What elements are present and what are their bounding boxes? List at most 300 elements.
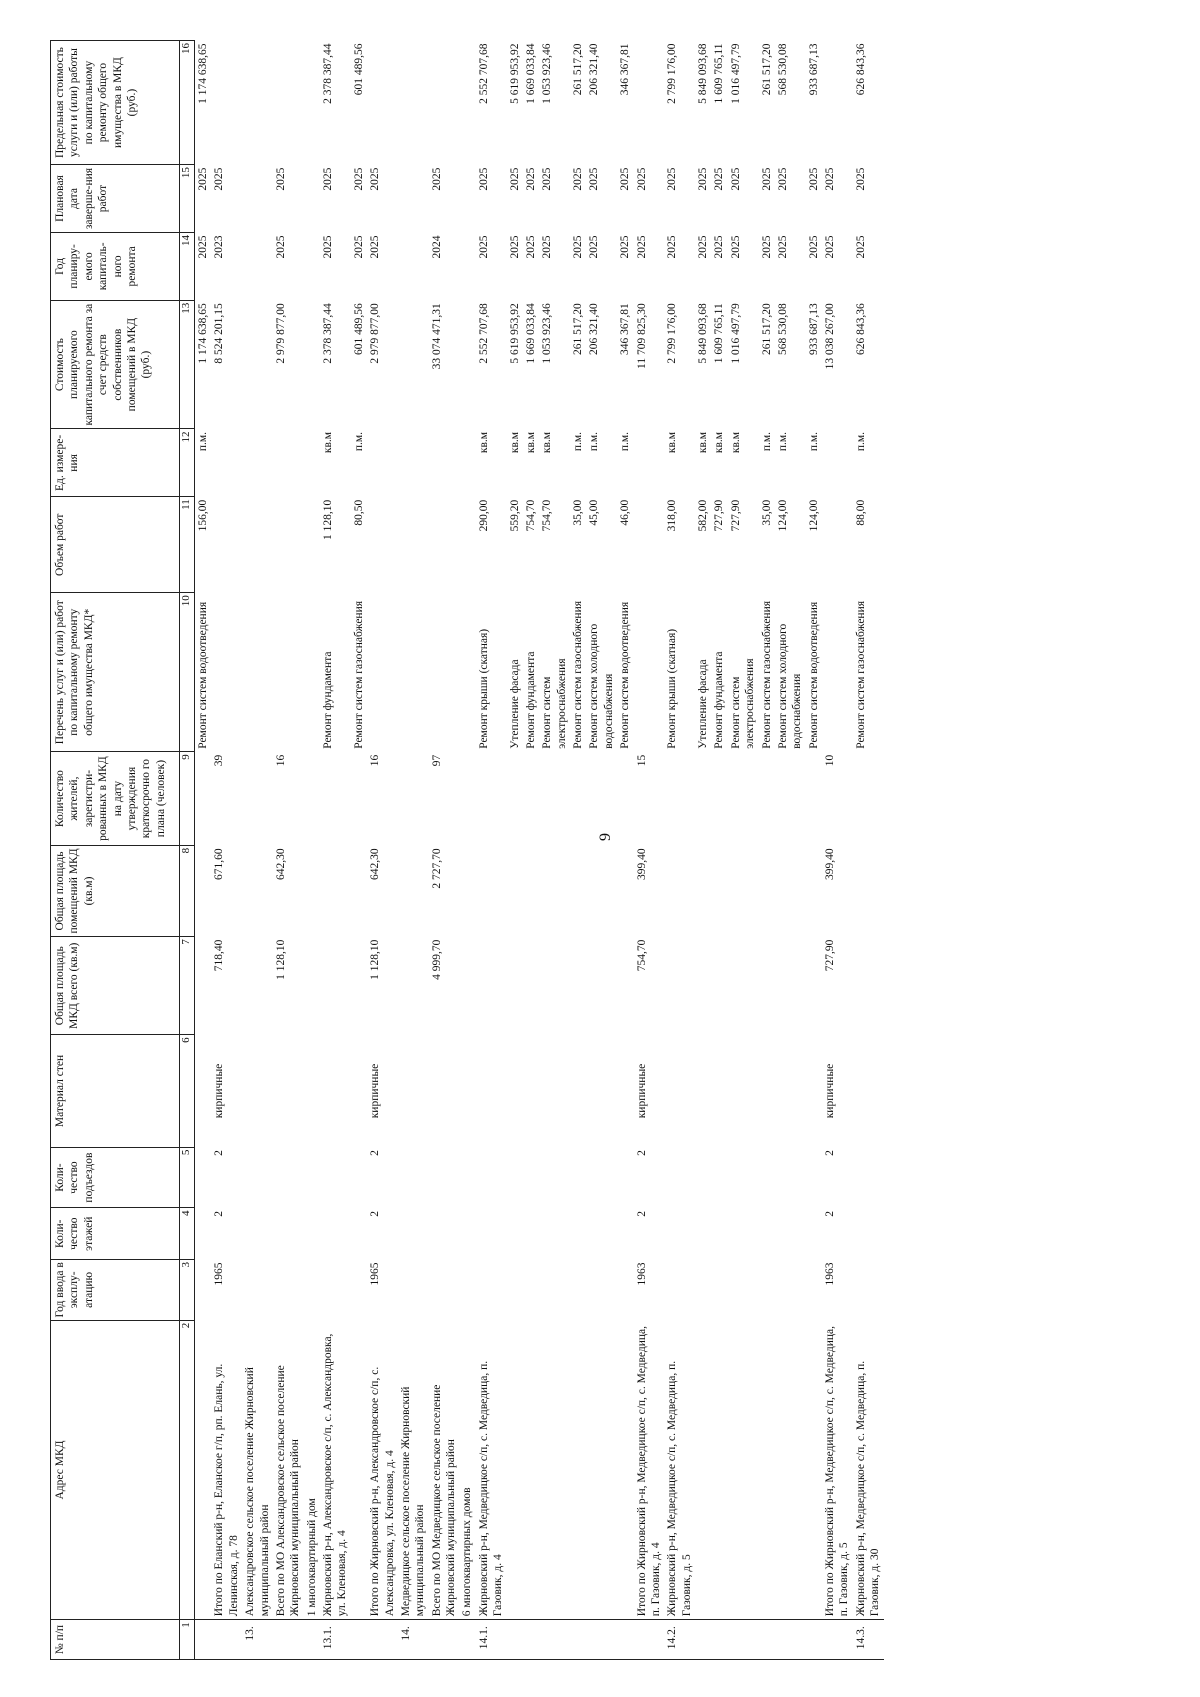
table-cell-c3	[195, 1259, 212, 1320]
table-cell-c7	[507, 937, 523, 1035]
table-cell-c9	[507, 752, 523, 846]
table-cell-c14: 2025	[713, 235, 726, 259]
table-cell-c7	[523, 937, 539, 1035]
table-cell-c16	[398, 41, 429, 165]
table-cell-c15	[304, 165, 320, 233]
table-cell-c7	[664, 937, 695, 1035]
table-row	[586, 41, 617, 1660]
rotated-table-sheet	[50, 40, 1160, 1660]
table-cell-c13	[242, 300, 273, 429]
table-cell-c10: Ремонт систем водоотведения	[619, 601, 632, 749]
table-cell-c7	[539, 937, 570, 1035]
table-cell-c1	[507, 1620, 523, 1660]
table-cell-c9	[570, 752, 586, 846]
table-cell-c9	[775, 752, 806, 846]
table-cell-c11: 124,00	[776, 499, 789, 532]
table-cell-c3	[429, 1259, 460, 1320]
table-cell-c5	[711, 1147, 727, 1208]
table-cell-c14: 2025	[807, 235, 820, 259]
table-cell-c4: 2	[213, 1210, 226, 1217]
table-cell-c16	[367, 41, 398, 165]
table-cell-c6	[523, 1035, 539, 1147]
table-cell-c14: 2025	[635, 235, 648, 259]
table-cell-c14: 2025	[760, 235, 773, 259]
table-cell-c15: 2025	[524, 167, 537, 191]
column-number: 4	[180, 1208, 195, 1259]
table-cell-c2	[570, 1320, 586, 1619]
table-cell-c11: 290,00	[477, 499, 490, 532]
table-cell-c6	[351, 1035, 367, 1147]
table-cell-c2: Итого по Жирновский р-н, Медведицкое с/п, с. Медведица, п. Газовик, д. 5	[822, 1320, 853, 1619]
table-cell-c13: 8 524 201,15	[213, 303, 226, 364]
table-cell-c6	[586, 1035, 617, 1147]
table-cell-c15: 2025	[572, 167, 584, 191]
table-cell-c1	[728, 1620, 759, 1660]
table-cell-c2: 6 многоквартирных домов	[459, 1320, 475, 1619]
table-cell-c5	[695, 1147, 711, 1208]
table-row	[195, 41, 212, 1660]
table-cell-c13: 2 979 877,00	[274, 303, 287, 364]
table-cell-c15: 2025	[635, 167, 648, 191]
table-cell-c2	[806, 1320, 822, 1619]
column-header: Общая площадь помещений МКД (кв.м)	[51, 845, 180, 936]
table-cell-c9	[853, 752, 884, 846]
table-row	[806, 41, 822, 1660]
table-cell-c10: Ремонт систем холодного водоснабжения	[776, 623, 804, 749]
table-cell-c10	[273, 593, 304, 752]
table-cell-c11: 88,00	[854, 499, 867, 526]
table-cell-c14: 2025	[369, 235, 382, 259]
table-cell-c1: 13.1.	[320, 1620, 351, 1660]
table-cell-c14: 2023	[213, 235, 226, 259]
table-cell-c8	[853, 845, 884, 936]
table-cell-c12: кв.м	[322, 431, 334, 454]
table-cell-c14: 2025	[619, 235, 632, 259]
table-cell-c16: 261 517,20	[572, 43, 584, 96]
table-cell-c13: 261 517,20	[572, 303, 584, 356]
table-cell-c5	[728, 1147, 759, 1208]
table-cell-c7	[617, 937, 633, 1035]
table-cell-c12	[398, 429, 429, 497]
table-cell-c12: кв.м	[508, 431, 521, 454]
table-cell-c7	[695, 937, 711, 1035]
table-cell-c16	[211, 41, 242, 165]
table-cell-c9: 97	[430, 754, 443, 767]
table-cell-c6	[695, 1035, 711, 1147]
table-cell-c8	[459, 845, 475, 936]
table-cell-c11	[367, 497, 398, 593]
table-cell-c6	[195, 1035, 212, 1147]
table-cell-c13: 346 367,81	[619, 303, 632, 356]
table-cell-c16	[429, 41, 460, 165]
table-cell-c10: Утепление фасада	[508, 659, 521, 749]
table-cell-c4	[711, 1208, 727, 1259]
table-cell-c4	[242, 1208, 273, 1259]
table-cell-c3	[539, 1259, 570, 1320]
table-cell-c14: 2025	[541, 235, 554, 259]
table-cell-c15: 2025	[697, 167, 709, 191]
table-cell-c11	[304, 497, 320, 593]
table-cell-c8	[728, 845, 759, 936]
column-header: Год планиру-емого капиталь-ного ремонта	[51, 232, 180, 300]
table-cell-c4	[351, 1208, 367, 1259]
table-cell-c4	[664, 1208, 695, 1259]
table-cell-c1: 13.	[242, 1620, 273, 1660]
table-cell-c12: п.м.	[572, 431, 584, 452]
table-cell-c11	[273, 497, 304, 593]
table-cell-c13	[398, 300, 429, 429]
table-cell-c15: 2025	[824, 167, 836, 191]
table-cell-c4	[695, 1208, 711, 1259]
table-cell-c13: 1 609 765,11	[713, 303, 726, 364]
table-cell-c13: 13 038 267,00	[824, 303, 836, 370]
table-cell-c9: 16	[369, 754, 382, 767]
column-header: Количество жителей, зарегистри-рованных в МКД на дату утверждения краткосрочно го плана (человек)	[51, 752, 180, 846]
table-cell-c8	[351, 845, 367, 936]
table-cell-c12: п.м.	[807, 431, 820, 452]
table-cell-c9: 15	[635, 754, 648, 767]
table-cell-c2	[351, 1320, 367, 1619]
table-row	[634, 41, 665, 1660]
table-cell-c5	[304, 1147, 320, 1208]
table-cell-c1	[775, 1620, 806, 1660]
table-row	[304, 41, 320, 1660]
table-cell-c1	[711, 1620, 727, 1660]
table-cell-c14: 2025	[477, 235, 490, 259]
page-number: 9	[597, 833, 614, 841]
table-cell-c1	[539, 1620, 570, 1660]
table-cell-c7	[351, 937, 367, 1035]
table-cell-c6	[429, 1035, 460, 1147]
table-cell-c6	[806, 1035, 822, 1147]
table-cell-c2	[539, 1320, 570, 1619]
table-cell-c8	[775, 845, 806, 936]
table-cell-c11: 46,00	[619, 499, 632, 526]
table-cell-c7	[320, 937, 351, 1035]
table-cell-c10: Ремонт крыши (скатная)	[477, 628, 490, 749]
table-cell-c11	[242, 497, 273, 593]
table-cell-c1	[634, 1620, 665, 1660]
column-header: Год ввода в эксплу-атацию	[51, 1259, 180, 1320]
table-cell-c10: Ремонт систем газоснабжения	[572, 600, 584, 749]
table-cell-c13: 1 016 497,79	[729, 303, 742, 364]
table-cell-c13: 11 709 825,30	[635, 303, 648, 369]
table-cell-c1	[586, 1620, 617, 1660]
table-cell-c9	[586, 752, 617, 846]
table-cell-c7	[586, 937, 617, 1035]
table-cell-c6	[242, 1035, 273, 1147]
table-cell-c2	[775, 1320, 806, 1619]
table-cell-c4	[586, 1208, 617, 1259]
table-cell-c3	[759, 1259, 775, 1320]
column-number: 14	[180, 232, 195, 300]
table-cell-c16: 1 174 638,65	[197, 43, 209, 104]
table-cell-c16	[273, 41, 304, 165]
table-cell-c14: 2025	[729, 235, 742, 259]
table-row	[351, 41, 367, 1660]
table-cell-c5	[320, 1147, 351, 1208]
table-cell-c6: кирпичные	[213, 1063, 226, 1119]
table-cell-c13: 2 799 176,00	[666, 303, 679, 364]
column-header: Перечень услуг и (или) работ по капитальному ремонту общего имущества МКД*	[51, 593, 180, 752]
table-cell-c15: 2025	[588, 167, 601, 191]
column-number: 12	[180, 429, 195, 497]
table-cell-c4	[398, 1208, 429, 1259]
table-cell-c11: 124,00	[807, 499, 820, 532]
table-cell-c5	[570, 1147, 586, 1208]
table-cell-c9	[664, 752, 695, 846]
table-cell-c5	[476, 1147, 507, 1208]
table-cell-c14	[242, 232, 273, 300]
table-cell-c1	[570, 1620, 586, 1660]
table-cell-c11: 727,90	[713, 499, 726, 532]
table-cell-c6: кирпичные	[635, 1063, 648, 1119]
table-cell-c6	[273, 1035, 304, 1147]
table-row	[711, 41, 727, 1660]
table-cell-c14: 2025	[508, 235, 521, 259]
table-cell-c8: 642,30	[274, 848, 287, 880]
table-cell-c14: 2025	[322, 235, 334, 259]
table-cell-c7	[775, 937, 806, 1035]
table-cell-c10: Ремонт систем электроснабжения	[541, 658, 568, 749]
table-cell-c12	[429, 429, 460, 497]
table-cell-c13: 2 552 707,68	[477, 303, 490, 364]
table-row	[523, 41, 539, 1660]
table-cell-c10: Ремонт фундамента	[322, 651, 334, 749]
table-cell-c5	[459, 1147, 475, 1208]
table-cell-c9	[195, 752, 212, 846]
table-cell-c6	[570, 1035, 586, 1147]
table-cell-c15: 2025	[713, 167, 726, 191]
table-cell-c1: 14.1.	[476, 1620, 507, 1660]
column-number: 8	[180, 845, 195, 936]
table-cell-c7	[398, 937, 429, 1035]
table-cell-c15: 2025	[352, 167, 365, 191]
table-cell-c9	[523, 752, 539, 846]
table-cell-c15	[459, 165, 475, 233]
table-cell-c6	[853, 1035, 884, 1147]
table-cell-c14: 2025	[824, 235, 836, 259]
table-cell-c12: п.м.	[197, 431, 209, 452]
table-cell-c9	[695, 752, 711, 846]
column-header: Коли-чество подъездов	[51, 1147, 180, 1208]
table-cell-c13: 1 669 033,84	[524, 303, 537, 364]
table-cell-c5	[586, 1147, 617, 1208]
header-row	[51, 41, 180, 1660]
table-row	[367, 41, 398, 1660]
table-cell-c12	[459, 429, 475, 497]
table-cell-c14: 2025	[588, 235, 601, 259]
table-cell-c2	[711, 1320, 727, 1619]
table-cell-c1	[806, 1620, 822, 1660]
table-cell-c2: Итого по Жирновский р-н, Медведицкое с/п, с. Медведица, п. Газовик, д. 4	[634, 1320, 665, 1619]
table-row	[320, 41, 351, 1660]
table-cell-c16: 933 687,13	[807, 43, 820, 96]
table-cell-c15	[398, 165, 429, 233]
table-cell-c12	[822, 429, 853, 497]
table-cell-c11: 156,00	[197, 499, 209, 532]
table-cell-c10: Ремонт систем газоснабжения	[854, 600, 867, 749]
table-row	[398, 41, 429, 1660]
table-cell-c16	[242, 41, 273, 165]
column-header: № п/п	[51, 1620, 180, 1660]
table-cell-c11: 35,00	[760, 499, 773, 526]
table-cell-c12: кв.м	[541, 431, 554, 454]
table-row	[775, 41, 806, 1660]
table-cell-c1	[459, 1620, 475, 1660]
table-cell-c4	[728, 1208, 759, 1259]
table-cell-c16: 1 016 497,79	[729, 43, 742, 104]
table-cell-c8	[759, 845, 775, 936]
table-cell-c8: 671,60	[213, 848, 226, 880]
table-cell-c9	[539, 752, 570, 846]
table-cell-c1	[523, 1620, 539, 1660]
column-number: 10	[180, 593, 195, 752]
table-cell-c11	[211, 497, 242, 593]
table-cell-c5	[539, 1147, 570, 1208]
table-cell-c14: 2025	[697, 235, 709, 259]
table-cell-c12	[367, 429, 398, 497]
table-cell-c3	[507, 1259, 523, 1320]
column-number: 7	[180, 937, 195, 1035]
table-cell-c8	[304, 845, 320, 936]
table-cell-c16: 626 843,36	[854, 43, 867, 96]
table-cell-c12: кв.м	[477, 431, 490, 454]
table-cell-c3: 1965	[213, 1262, 226, 1286]
table-row	[507, 41, 523, 1660]
table-cell-c2: Всего по МО Александровское сельское поселение Жирновский муниципальный район	[273, 1320, 304, 1619]
table-cell-c11: 559,20	[508, 499, 521, 532]
table-cell-c9	[351, 752, 367, 846]
table-cell-c6	[617, 1035, 633, 1147]
table-cell-c9	[398, 752, 429, 846]
table-cell-c15: 2025	[508, 167, 521, 191]
table-cell-c4	[195, 1208, 212, 1259]
table-cell-c6	[398, 1035, 429, 1147]
table-cell-c7: 718,40	[213, 939, 226, 972]
table-cell-c7	[476, 937, 507, 1035]
table-cell-c5	[273, 1147, 304, 1208]
table-row	[476, 41, 507, 1660]
table-cell-c6	[304, 1035, 320, 1147]
table-cell-c7	[806, 937, 822, 1035]
column-number-row	[180, 41, 195, 1660]
table-cell-c9	[617, 752, 633, 846]
table-cell-c11: 1 128,10	[322, 499, 334, 541]
table-cell-c2: Жирновский р-н, Медведицкое с/п, с. Медведица, п. Газовик, д. 5	[664, 1320, 695, 1619]
table-cell-c4	[459, 1208, 475, 1259]
table-cell-c15: 2025	[760, 167, 773, 191]
table-cell-c1	[211, 1620, 242, 1660]
table-cell-c1	[759, 1620, 775, 1660]
table-cell-c8	[507, 845, 523, 936]
table-cell-c13: 5 849 093,68	[697, 303, 709, 364]
table-cell-c13: 261 517,20	[760, 303, 773, 356]
table-cell-c2: Жирновский р-н, Александровское с/п, с. Александровка, ул. Кленовая, д. 4	[320, 1320, 351, 1619]
table-cell-c6	[507, 1035, 523, 1147]
table-cell-c9	[711, 752, 727, 846]
table-cell-c7: 1 128,10	[274, 939, 287, 980]
table-cell-c3	[664, 1259, 695, 1320]
table-cell-c10	[367, 593, 398, 752]
table-cell-c16: 5 619 953,92	[508, 43, 521, 104]
table-cell-c2: Жирновский р-н, Медведицкое с/п, с. Медведица, п. Газовик, д. 4	[476, 1320, 507, 1619]
table-cell-c4	[617, 1208, 633, 1259]
table-cell-c3	[728, 1259, 759, 1320]
table-cell-c10	[459, 593, 475, 752]
table-cell-c5: 2	[369, 1150, 382, 1156]
table-cell-c11: 35,00	[572, 499, 584, 526]
column-number: 1	[180, 1620, 195, 1660]
table-cell-c7	[759, 937, 775, 1035]
column-header: Предельная стоимость услуги и (или) работы по капитальному ремонту общего имущества в МКД (руб.)	[51, 41, 180, 165]
table-cell-c8: 399,40	[635, 848, 648, 880]
table-cell-c4	[320, 1208, 351, 1259]
table-cell-c8	[570, 845, 586, 936]
table-row	[570, 41, 586, 1660]
table-cell-c14	[304, 232, 320, 300]
table-cell-c3	[304, 1259, 320, 1320]
table-cell-c6: кирпичные	[824, 1063, 836, 1119]
column-header: Адрес МКД	[51, 1320, 180, 1619]
table-cell-c9: 39	[213, 754, 226, 767]
table-cell-c1	[822, 1620, 853, 1660]
column-header: Коли-чество этажей	[51, 1208, 180, 1259]
table-cell-c8: 2 727,70	[430, 848, 443, 889]
table-row	[273, 41, 304, 1660]
table-cell-c8	[195, 845, 212, 936]
table-cell-c16: 2 552 707,68	[477, 43, 490, 104]
table-cell-c12	[211, 429, 242, 497]
table-cell-c9	[320, 752, 351, 846]
table-cell-c12	[242, 429, 273, 497]
column-number: 9	[180, 752, 195, 846]
table-cell-c7	[570, 937, 586, 1035]
table-cell-c10	[398, 593, 429, 752]
table-body	[195, 41, 884, 1660]
table-cell-c15: 2025	[369, 167, 382, 191]
table-cell-c13: 2 979 877,00	[369, 303, 382, 364]
table-cell-c2: Медведицкое сельское поселение Жирновский муниципальный район	[398, 1320, 429, 1619]
table-cell-c10: Утепление фасада	[697, 659, 709, 749]
table-cell-c12: кв.м	[524, 431, 537, 454]
column-header: Ед. измере-ния	[51, 429, 180, 497]
table-cell-c5	[398, 1147, 429, 1208]
column-number: 6	[180, 1035, 195, 1147]
table-cell-c5	[242, 1147, 273, 1208]
table-cell-c3	[570, 1259, 586, 1320]
table-cell-c10	[211, 593, 242, 752]
table-cell-c6	[476, 1035, 507, 1147]
table-cell-c8	[539, 845, 570, 936]
table-cell-c16	[822, 41, 853, 165]
table-cell-c8	[523, 845, 539, 936]
table-cell-c15: 2025	[854, 167, 867, 191]
table-cell-c13: 1 174 638,65	[197, 303, 209, 364]
table-cell-c10	[429, 593, 460, 752]
table-row	[728, 41, 759, 1660]
table-cell-c13	[459, 300, 475, 429]
table-cell-c7: 4 999,70	[430, 939, 443, 980]
table-cell-c13: 933 687,13	[807, 303, 820, 356]
table-cell-c13: 568 530,08	[776, 303, 789, 356]
table-cell-c2	[523, 1320, 539, 1619]
table-cell-c15: 2025	[197, 167, 209, 191]
table-cell-c10: Ремонт систем электроснабжения	[729, 658, 757, 749]
table-cell-c11	[398, 497, 429, 593]
table-cell-c12: п.м.	[760, 431, 773, 452]
table-cell-c12: кв.м	[729, 431, 742, 454]
